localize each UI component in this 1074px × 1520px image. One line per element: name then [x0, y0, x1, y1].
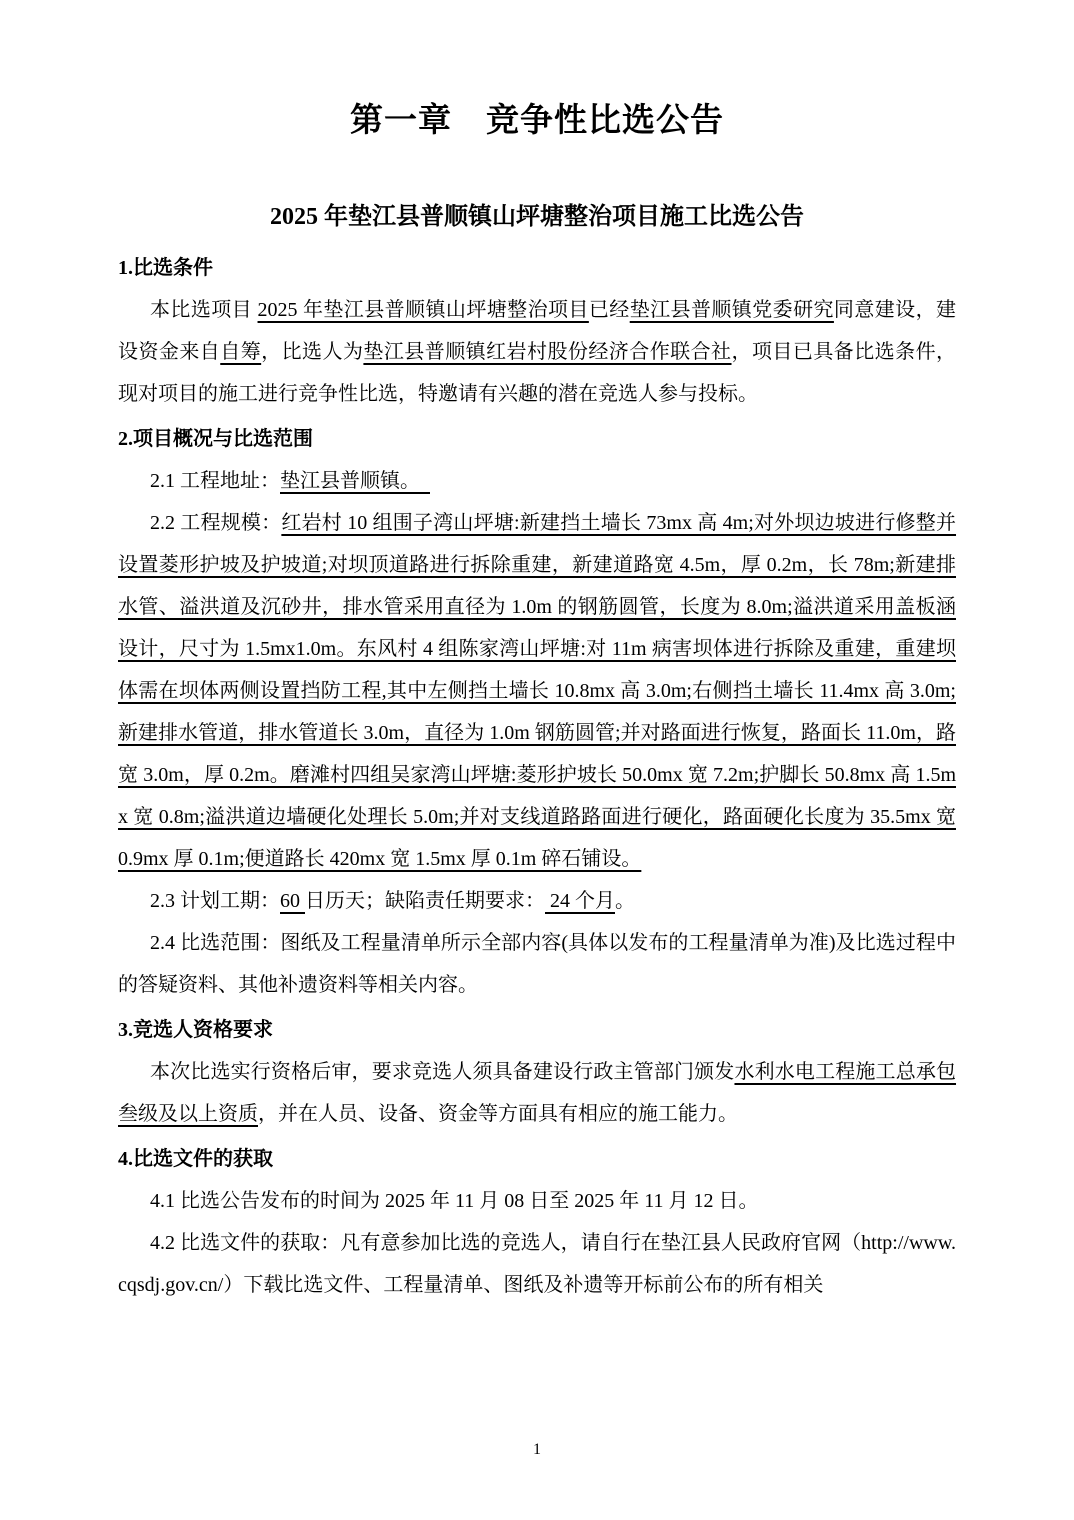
underlined-text: 垫江县普顺镇党委研究: [629, 299, 834, 322]
paragraph: [118, 1222, 956, 1306]
paragraph: [118, 460, 956, 502]
paragraph: [118, 1180, 956, 1222]
section-heading: 4.比选文件的获取: [118, 1148, 273, 1171]
body-text: 2.4 比选范围：图纸及工程量清单所示全部内容(具体以发布的工程量清单为准)及比选过程中的答疑资料、其他补遗资料等相关内容。: [118, 932, 956, 997]
chapter-title: 第一章 竞争性比选公告: [350, 103, 724, 139]
section-heading: 3.竞选人资格要求: [118, 1019, 273, 1042]
body-text: 已经: [588, 299, 630, 322]
underlined-text: 垫江县普顺镇红岩村股份经济合作联合社: [363, 341, 732, 364]
paragraph: [118, 289, 956, 415]
body-text: 2.3 计划工期：: [150, 890, 280, 913]
underlined-text: 红岩村 10 组围子湾山坪塘:新建挡土墙长 73mx 高 4m;对外坝边坡进行修整并设置菱形护坡及护坡道;对坝顶道路进行拆除重建，新建道路宽 4.5m，厚 0.2m，长 78m;新建排水管、溢洪道及沉砂井，排水管采用直径为 1.0m 的钢筋圆管，长度为 8.0m;溢洪道采用盖板涵设计，尺寸为 1.5mx1.0m。东风村 4 组陈家湾山坪塘:对 11m 病害坝体进行拆除及重建，重建坝体需在坝体两侧设置挡防工程,其中左侧挡土墙长 10.8mx 高 3.0m;右侧挡土墙长 11.4mx 高 3.0m;新建排水管道，排水管道长 3.0m，直径为 1.0m 钢筋圆管;并对路面进行恢复，路面长 11.0m，路宽 3.0m，厚 0.2m。磨滩村四组吴家湾山坪塘:菱形护坡长 50.0mx 宽 7.2m;护脚长 50.8mx 高 1.5mx 宽 0.8m;溢洪道边墙硬化处理长 5.0m;并对支线道路路面进行硬化，路面硬化长度为 35.5mx 宽 0.9mx 厚 0.1m;便道路长 420mx 宽 1.5mx 厚 0.1m 碎石铺设。: [118, 512, 957, 871]
body-text: 本比选项目: [150, 299, 258, 322]
page-number: 1: [533, 1441, 541, 1458]
underlined-text: 2025 年垫江县普顺镇山坪塘整治项目: [257, 299, 589, 322]
paragraph: [118, 880, 956, 922]
underlined-text: 60: [280, 890, 305, 913]
body-text: 2.1 工程地址：: [150, 470, 280, 493]
body-text: 4.2 比选文件的获取：凡有意参加比选的竞选人，请自行在垫江县人民政府官网（http://www.cqsdj.gov.cn/）下载比选文件、工程量清单、图纸及补遗等开标前公布的所有相关: [118, 1232, 956, 1297]
body-text: ，并在人员、设备、资金等方面具有相应的施工能力。: [258, 1103, 738, 1126]
body-text: 2.2 工程规模：: [150, 512, 282, 535]
underlined-text: 水利水电工程施工总承包叁级及以上资质: [118, 1061, 957, 1126]
document-content: [118, 247, 956, 1306]
body-text: 同意建设，建设资金来自: [118, 299, 957, 364]
paragraph: [118, 922, 956, 1006]
body-text: 日历天；缺陷责任期要求：: [305, 890, 545, 913]
section-heading: 2.项目概况与比选范围: [118, 428, 313, 451]
body-text: 本次比选实行资格后审，要求竞选人须具备建设行政主管部门颁发: [150, 1061, 735, 1084]
body-text: ，项目已具备比选条件，现对项目的施工进行竞争性比选，特邀请有兴趣的潜在竞选人参与投标。: [118, 341, 957, 406]
underlined-text: 垫江县普顺镇。: [280, 470, 430, 493]
section-heading: 1.比选条件: [118, 257, 213, 280]
body-text: ，比选人为: [261, 341, 364, 364]
underlined-text: 自筹: [220, 341, 262, 364]
paragraph: [118, 1051, 956, 1135]
paragraph: [118, 502, 956, 880]
document-title: 2025 年垫江县普顺镇山坪塘整治项目施工比选公告: [270, 203, 804, 230]
underlined-text: 24 个月: [545, 890, 615, 913]
body-text: 4.1 比选公告发布的时间为 2025 年 11 月 08 日至 2025 年 11 月 12 日。: [150, 1190, 759, 1213]
body-text: 。: [615, 890, 635, 913]
